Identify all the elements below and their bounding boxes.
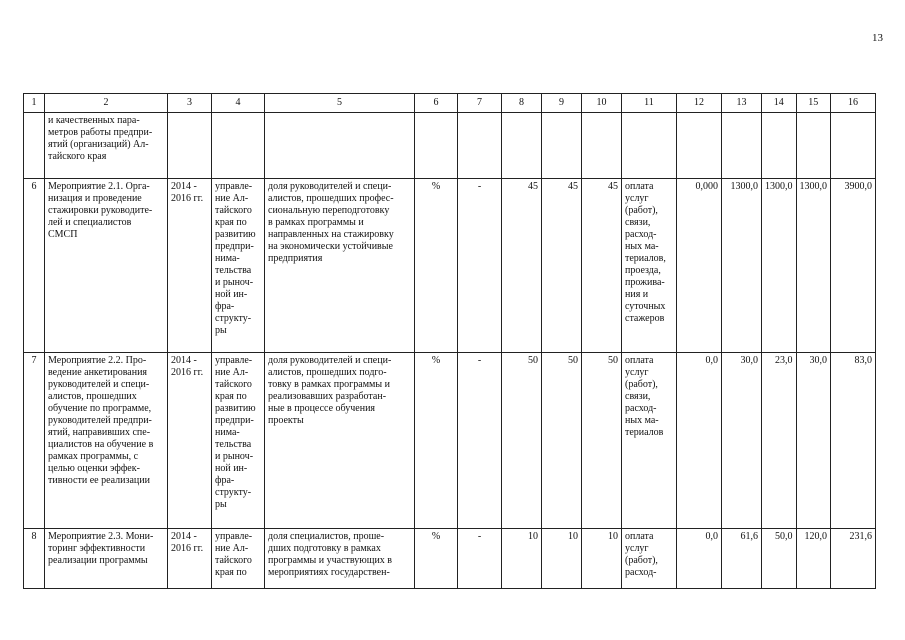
unit: % bbox=[415, 353, 458, 529]
col-7-value: - bbox=[458, 179, 502, 353]
column-number: 14 bbox=[762, 94, 797, 113]
col-15-value: 1300,0 bbox=[796, 179, 831, 353]
column-number: 5 bbox=[265, 94, 415, 113]
executor bbox=[212, 113, 265, 179]
col-13-value: 30,0 bbox=[722, 353, 762, 529]
col-7-value: - bbox=[458, 529, 502, 589]
period: 2014 - 2016 гг. bbox=[168, 179, 212, 353]
col-10-value bbox=[582, 113, 622, 179]
indicator: доля руководителей и специ- алистов, прошедших профес- сиональную переподготовку в рамках программы и направленных на стажировку на экономически устойчивые предприятия bbox=[265, 179, 415, 353]
col-14-value: 1300,0 bbox=[762, 179, 797, 353]
col-8-value bbox=[502, 113, 542, 179]
col-10-value: 10 bbox=[582, 529, 622, 589]
column-number: 15 bbox=[796, 94, 831, 113]
column-number: 4 bbox=[212, 94, 265, 113]
measure-name: Мероприятие 2.1. Орга- низация и проведение стажировки руководите- лей и специалистов СМСП bbox=[45, 179, 168, 353]
col-15-value: 120,0 bbox=[796, 529, 831, 589]
period bbox=[168, 113, 212, 179]
col-16-value: 3900,0 bbox=[831, 179, 876, 353]
col-9-value bbox=[542, 113, 582, 179]
measure-name: Мероприятие 2.3. Мони- торинг эффективности реализации программы bbox=[45, 529, 168, 589]
program-table bbox=[23, 93, 876, 589]
expense-direction: оплата услуг (работ), расход- bbox=[622, 529, 677, 589]
row-number: 7 bbox=[24, 353, 45, 529]
col-9-value: 50 bbox=[542, 353, 582, 529]
col-9-value: 10 bbox=[542, 529, 582, 589]
col-8-value: 10 bbox=[502, 529, 542, 589]
column-number: 10 bbox=[582, 94, 622, 113]
column-number: 2 bbox=[45, 94, 168, 113]
table-row bbox=[24, 113, 876, 179]
col-13-value: 1300,0 bbox=[722, 179, 762, 353]
indicator: доля руководителей и специ- алистов, прошедших подго- товку в рамках программы и реализовавших разработан- ные в процессе обучения проекты bbox=[265, 353, 415, 529]
executor: управле- ние Ал- тайского края по развитию предпри- нима- тельства и рыноч- ной ин- фра- структу- ры bbox=[212, 353, 265, 529]
col-9-value: 45 bbox=[542, 179, 582, 353]
row-number: 6 bbox=[24, 179, 45, 353]
col-15-value: 30,0 bbox=[796, 353, 831, 529]
column-number: 8 bbox=[502, 94, 542, 113]
expense-direction: оплата услуг (работ), связи, расход- ных ма- териалов bbox=[622, 353, 677, 529]
column-number-row bbox=[24, 94, 876, 113]
row-number: 8 bbox=[24, 529, 45, 589]
col-12-value: 0,000 bbox=[677, 179, 722, 353]
column-number: 16 bbox=[831, 94, 876, 113]
executor: управле- ние Ал- тайского края по развитию предпри- нима- тельства и рыноч- ной ин- фра- структу- ры bbox=[212, 179, 265, 353]
col-13-value bbox=[722, 113, 762, 179]
unit: % bbox=[415, 179, 458, 353]
measure-name: и качественных пара- метров работы предпри- ятий (организаций) Ал- тайского края bbox=[45, 113, 168, 179]
col-8-value: 45 bbox=[502, 179, 542, 353]
page-number: 13 bbox=[872, 32, 883, 44]
col-7-value bbox=[458, 113, 502, 179]
col-8-value: 50 bbox=[502, 353, 542, 529]
col-16-value: 231,6 bbox=[831, 529, 876, 589]
executor: управле- ние Ал- тайского края по bbox=[212, 529, 265, 589]
col-15-value bbox=[796, 113, 831, 179]
unit: % bbox=[415, 529, 458, 589]
column-number: 11 bbox=[622, 94, 677, 113]
col-10-value: 45 bbox=[582, 179, 622, 353]
table-row bbox=[24, 179, 876, 353]
row-number bbox=[24, 113, 45, 179]
col-10-value: 50 bbox=[582, 353, 622, 529]
column-number: 6 bbox=[415, 94, 458, 113]
period: 2014 - 2016 гг. bbox=[168, 529, 212, 589]
table-row bbox=[24, 529, 876, 589]
col-13-value: 61,6 bbox=[722, 529, 762, 589]
col-14-value bbox=[762, 113, 797, 179]
indicator bbox=[265, 113, 415, 179]
unit bbox=[415, 113, 458, 179]
column-number: 13 bbox=[722, 94, 762, 113]
col-16-value: 83,0 bbox=[831, 353, 876, 529]
expense-direction: оплата услуг (работ), связи, расход- ных ма- териалов, проезда, прожива- ния и суточных стажеров bbox=[622, 179, 677, 353]
table-row bbox=[24, 353, 876, 529]
col-14-value: 23,0 bbox=[762, 353, 797, 529]
column-number: 7 bbox=[458, 94, 502, 113]
column-number: 1 bbox=[24, 94, 45, 113]
period: 2014 - 2016 гг. bbox=[168, 353, 212, 529]
col-12-value: 0,0 bbox=[677, 529, 722, 589]
column-number: 3 bbox=[168, 94, 212, 113]
measure-name: Мероприятие 2.2. Про- ведение анкетирования руководителей и специ- алистов, прошедших обучение по программе, руководителей предпри- ятий, направивших спе- циалистов на обучение в рамках программы, с целью оценки эффек- тивности ее реализации bbox=[45, 353, 168, 529]
expense-direction bbox=[622, 113, 677, 179]
col-16-value bbox=[831, 113, 876, 179]
col-12-value: 0,0 bbox=[677, 353, 722, 529]
col-12-value bbox=[677, 113, 722, 179]
col-14-value: 50,0 bbox=[762, 529, 797, 589]
column-number: 12 bbox=[677, 94, 722, 113]
column-number: 9 bbox=[542, 94, 582, 113]
col-7-value: - bbox=[458, 353, 502, 529]
indicator: доля специалистов, проше- дших подготовку в рамках программы и участвующих в мероприятиях государствен- bbox=[265, 529, 415, 589]
